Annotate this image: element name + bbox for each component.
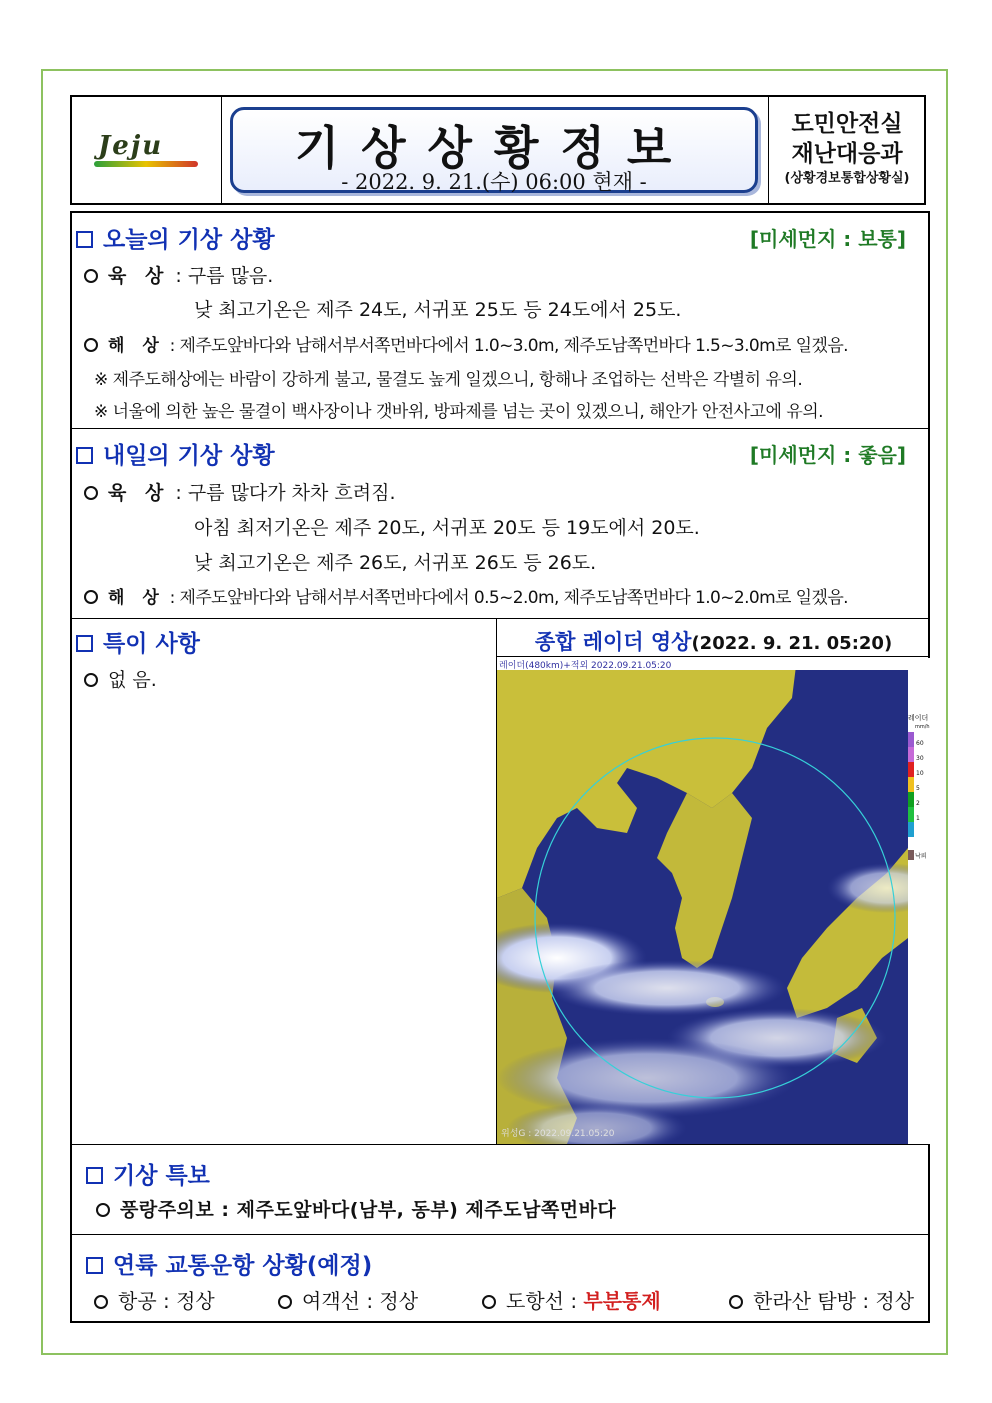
today-note-2: ※ 너울에 의한 높은 물결이 백사장이나 갯바위, 방파제를 넘는 곳이 있겠으니, 해안가 안전사고에 유의. [94,402,824,422]
today-sea-line: 해 상 : 제주도앞바다와 남해서부서쪽먼바다에서 1.0~3.0m, 제주도남쪽먼바다 1.5~3.0m로 일겠음. [84,331,848,356]
legend-value-label: 30 [916,755,924,762]
traffic-hallasan: 한라산 탐방 : 정상 [729,1285,914,1314]
circle-bullet-icon [729,1295,743,1309]
circle-bullet-icon [94,1295,108,1309]
title-box [230,107,758,193]
radar-map-svg [497,658,908,1144]
radar-satellite-image [497,658,908,1144]
tomorrow-sea-line: 해 상 : 제주도앞바다와 남해서부서쪽먼바다에서 0.5~2.0m, 제주도남쪽먼바다 1.0~2.0m로 일겠음. [84,583,848,608]
island-ferry-status: 부분통제 [583,1289,661,1313]
divider [72,428,928,429]
radar-title: 종합 레이더 영상(2022. 9. 21. 05:20) [534,630,893,654]
checkbox-square-icon [76,231,93,248]
jeju-logo [94,131,204,173]
page-subtitle-date: - 2022. 9. 21.(수) 06:00 현재 - [341,170,647,194]
radar-legend-title: 레이더 [908,714,929,722]
legend-value-label: 2 [916,800,920,807]
radar-caption-top: 레이더(480km)+적외 2022.09.21.05:20 [499,661,672,671]
radar-legend-lightning: 낙뢰 [915,853,927,860]
special-item: 없 음. [84,665,157,692]
dept-name-2: 재난대응과 [791,141,903,167]
traffic-ferry: 여객선 : 정상 [278,1285,418,1314]
legend-value-label: 10 [916,770,924,777]
special-section-title: 특이 사항 [76,625,200,658]
logo-swoosh [94,161,198,167]
legend-color-swatch [908,822,914,837]
legend-color-swatch [908,747,914,762]
traffic-section-title: 연륙 교통운항 상황(예정) [86,1247,372,1280]
divider [72,618,928,619]
tomorrow-section-title: 내일의 기상 상황 [76,437,275,470]
circle-bullet-icon [84,590,98,604]
tomorrow-land-line3: 낮 최고기온은 제주 26도, 서귀포 26도 등 26도. [194,552,597,574]
today-land-line2: 낮 최고기온은 제주 24도, 서귀포 25도 등 24도에서 25도. [194,299,682,321]
traffic-island-ferry: 도항선 : 부분통제 [482,1285,661,1314]
circle-bullet-icon [96,1203,110,1217]
divider [497,656,930,657]
tomorrow-land-line1: 육 상 : 구름 많다가 차차 흐려짐. [84,478,396,505]
today-note-1: ※ 제주도해상에는 바람이 강하게 불고, 물결도 높게 일겠으니, 항해나 조업하는 선박은 각별히 유의. [94,370,803,390]
lightning-swatch [908,850,914,860]
circle-bullet-icon [84,269,98,283]
checkbox-square-icon [86,1167,103,1184]
checkbox-square-icon [76,635,93,652]
dept-name-1: 도민안전실 [791,111,903,137]
radar-legend-unit: mm/h [915,724,930,730]
department-cell [768,97,925,203]
divider [72,1144,928,1145]
document-header [70,95,926,205]
circle-bullet-icon [84,673,98,687]
checkbox-square-icon [76,447,93,464]
divider [72,1234,928,1235]
logo-cell [72,97,222,203]
legend-value-label: 5 [916,785,920,792]
circle-bullet-icon [482,1295,496,1309]
today-land-line1: 육 상 : 구름 많음. [84,261,273,288]
today-dust-level: [미세먼지 : 보통] [749,227,906,251]
report-body [70,211,930,1323]
legend-color-swatch [908,762,914,777]
page-title: 기상상황정보 [294,121,694,175]
circle-bullet-icon [84,486,98,500]
legend-value-label: 1 [916,815,920,822]
circle-bullet-icon [278,1295,292,1309]
warning-section-title: 기상 특보 [86,1157,210,1190]
legend-color-swatch [908,792,914,807]
warning-item: 풍랑주의보 : 제주도앞바다(남부, 동부) 제주도남쪽먼바다 [96,1195,616,1222]
legend-value-label: 60 [916,740,924,747]
dept-name-3: (상황경보통합상황실) [784,171,910,186]
legend-color-swatch [908,777,914,792]
today-section-title: 오늘의 기상 상황 [76,221,275,254]
tomorrow-land-line2: 아침 최저기온은 제주 20도, 서귀포 20도 등 19도에서 20도. [194,517,700,539]
legend-color-swatch [908,807,914,822]
checkbox-square-icon [86,1257,103,1274]
radar-legend [908,658,930,1144]
jeju-logo-text: Jeju [98,131,164,161]
legend-color-swatch [908,732,914,747]
circle-bullet-icon [84,338,98,352]
tomorrow-dust-level: [미세먼지 : 좋음] [749,443,906,467]
radar-caption-bottom: 위성G : 2022.09.21.05:20 [501,1129,615,1139]
traffic-air: 항공 : 정상 [94,1285,215,1314]
